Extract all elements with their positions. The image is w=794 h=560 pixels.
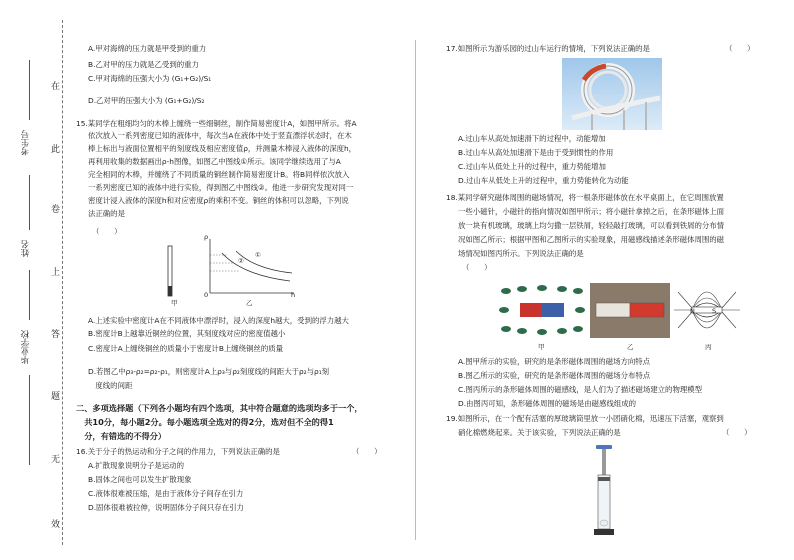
q19-line: 19.如图所示，在一个配有活塞的厚玻璃筒里放一小团硝化棉，迅速压下活塞，观察到 xyxy=(446,414,724,423)
q18-line: 放一块有机玻璃，玻璃上均匀撒一层铁屑，轻轻敲打玻璃，可以看到铁屑的分布情 xyxy=(458,221,725,230)
seal-char: 无 xyxy=(51,455,61,465)
field-underline xyxy=(29,175,30,230)
hydrometer-wire xyxy=(168,286,172,296)
seal-char: 上 xyxy=(51,268,61,278)
q17-option-d: D.过山车从低处上升的过程中，重力势能转化为动能 xyxy=(458,176,629,185)
field-label-name: 姓名 xyxy=(21,240,31,257)
q15-line: 再利用收集的数据画出ρ-h图像，如图乙中图线①所示。该同学继续选用了与A xyxy=(88,157,341,166)
q16-option-d: D.固体很难被拉伸，说明固体分子间只存在引力 xyxy=(88,503,244,512)
q17-option-c: C.过山车从低处上升的过程中，重力势能增加 xyxy=(458,162,606,171)
field-underline xyxy=(29,270,30,320)
q17-answer-paren: （ ） xyxy=(725,44,755,53)
seal-line xyxy=(62,20,63,545)
q16-option-a: A.扩散现象说明分子是运动的 xyxy=(88,461,184,470)
seal-char: 在 xyxy=(51,82,61,92)
magnet-red-half xyxy=(520,303,542,317)
field-label-exam-number: 考生号 xyxy=(21,130,31,156)
q19-line: 硝化棉燃烧起来。关于该实验，下列说法正确的是 xyxy=(458,428,621,437)
section-2-heading: 分，有错选的不得分） xyxy=(76,431,167,441)
q14-option-b: B.乙对甲的压力就是乙受到的重力 xyxy=(88,60,199,69)
compass-needle xyxy=(557,328,567,334)
q15-option-d-cont: 度线的间距 xyxy=(88,381,133,390)
q15-line: 依次放入一系列密度已知的液体中，每次当A在液体中处于竖直漂浮状态时，在木 xyxy=(88,131,352,140)
compass-needle xyxy=(557,286,567,292)
nitrocellulose xyxy=(600,520,608,526)
q15-line: 密度计浸入液体的深度h和对应密度ρ的乘积不变。铜丝的体积可以忽略，下列说 xyxy=(88,196,349,205)
graph-curve-2 xyxy=(236,251,292,273)
field-line xyxy=(722,292,736,308)
compass-needle xyxy=(537,329,547,335)
compass-needle xyxy=(517,328,527,334)
fig-label-yi: 乙 xyxy=(246,299,253,307)
q15-option-c: C.密度计A上缠绕铜丝的质量小于密度计B上缠绕铜丝的质量 xyxy=(88,344,284,353)
q15-line: 一系列密度已知的液体中进行实验，得到图乙中图线②。他进一步研究发现对同一 xyxy=(88,183,354,192)
compass-needle xyxy=(499,307,509,313)
q15-line: 完全相同的木棒，并缠绕了不同质量的铜丝制作简易密度计B。将B同样依次放入 xyxy=(88,170,350,179)
fig-label-jia: 甲 xyxy=(171,299,178,307)
q18-option-a: A.图甲所示的实验，研究的是条形磁体周围的磁场方向特点 xyxy=(458,357,651,366)
graph-axis-h: h xyxy=(291,291,296,299)
q16-option-b: B.固体之间也可以发生扩散现象 xyxy=(88,475,192,484)
q17-stem: 17.如图所示为游乐园的过山车运行的情境，下列说法正确的是 xyxy=(446,44,650,53)
graph-axis-rho: ρ xyxy=(204,233,209,241)
q18-option-d: D.由图丙可知，条形磁体周围的磁场是由磁感线组成的 xyxy=(458,399,637,408)
compass-needle xyxy=(573,326,583,332)
q15-option-d: D.若图乙中ρ₃-ρ₂=ρ₂-ρ₁，则密度计A上ρ₃与ρ₂刻度线的间距大于ρ₂与ρ₁刻 xyxy=(88,367,330,376)
graph-curve-2-label: ② xyxy=(238,257,244,265)
field-label-school: 毕业学校 xyxy=(21,330,31,364)
seal-char: 题 xyxy=(51,392,61,402)
column-divider xyxy=(415,40,416,540)
piston-head xyxy=(598,477,610,481)
q18-answer-paren: （ ） xyxy=(462,263,492,272)
q18-line: 一些小磁针，小磁针的指向情况如图甲所示；将小磁针拿掉之后，在条形磁体上面 xyxy=(458,207,725,216)
fig18-label-jia: 甲 xyxy=(538,343,545,351)
q17-option-a: A.过山车从高处加速滑下的过程中，动能增加 xyxy=(458,134,606,143)
field-magnet-n: N xyxy=(690,307,695,315)
field-magnet-s: S xyxy=(712,307,717,315)
q14-option-a: A.甲对海绵的压力就是甲受到的重力 xyxy=(88,44,207,53)
figure-compass-magnet xyxy=(498,283,586,338)
q15-answer-paren: （ ） xyxy=(92,227,122,236)
glass-bar-left xyxy=(596,303,630,317)
magnet-blue-half xyxy=(542,303,564,317)
field-underline xyxy=(29,375,30,465)
q15-option-b: B.密度计B上越靠近铜丝的位置，其刻度线对应的密度值越小 xyxy=(88,329,286,338)
seal-char: 答 xyxy=(51,330,61,340)
q17-option-b: B.过山车从高处加速滑下是由于受到惯性的作用 xyxy=(458,148,614,157)
graph-origin: 0 xyxy=(204,291,209,299)
q15-line: 法正确的是 xyxy=(88,209,125,218)
seal-margin xyxy=(0,0,70,560)
tube-base xyxy=(594,529,614,535)
q18-line: 场情况如图丙所示。下列说法正确的是 xyxy=(458,249,584,258)
compass-needle xyxy=(501,326,511,332)
q18-line: 况如图乙所示；根据甲图和乙图所示的实验现象，用磁感线描述条形磁体周围的磁 xyxy=(458,235,725,244)
graph-curve-1-label: ① xyxy=(255,251,261,259)
q15-line: 15.某同学在粗细均匀的木棒上缠绕一些细铜丝，制作简易密度计A，如图甲所示。将A xyxy=(76,119,357,128)
q18-option-c: C.图丙所示的条形磁体周围的磁感线，是人们为了描述磁场建立的物理模型 xyxy=(458,385,703,394)
compass-needle xyxy=(517,286,527,292)
figure-piston-tube xyxy=(590,443,618,538)
seal-char: 此 xyxy=(51,145,61,155)
section-2-heading: 二、多项选择题（下列各小题均有四个选项，其中符合题意的选项均多于一个， xyxy=(76,403,363,413)
q18-line: 18.某同学研究磁体周围的磁场情况，将一根条形磁体放在水平桌面上，在它周围放置 xyxy=(446,193,724,202)
section-2-heading: 共10分，每小题2分。每小题选项全选对的得2分，选对但不全的得1 xyxy=(76,417,334,427)
roller-coaster-photo xyxy=(562,58,662,130)
q19-answer-paren: （ ） xyxy=(722,428,752,437)
figure-rho-h-graph xyxy=(202,235,302,300)
q16-stem: 16.关于分子的热运动和分子之间的作用力，下列说法正确的是 xyxy=(76,447,280,456)
field-underline xyxy=(29,60,30,120)
glass-bar-right xyxy=(630,303,664,317)
seal-char: 卷 xyxy=(51,205,61,215)
q14-option-d: D.乙对甲的压强大小为 (G₁+G₂)/S₂ xyxy=(88,96,205,105)
field-magnet-bar xyxy=(692,307,722,313)
plunger-rod xyxy=(602,449,606,477)
field-line xyxy=(722,312,736,328)
compass-needle xyxy=(501,288,511,294)
compass-needle xyxy=(573,288,583,294)
q16-option-c: C.液体很难被压缩，是由于液体分子间存在引力 xyxy=(88,489,244,498)
figure-iron-filings xyxy=(590,283,670,338)
q16-answer-paren: （ ） xyxy=(352,447,382,456)
fig18-label-bing: 丙 xyxy=(705,343,712,351)
q15-line: 棒上标出与液面位置相平的刻度线及相应密度值ρ，并测量木棒浸入液体的深度h， xyxy=(88,144,357,153)
q18-option-b: B.图乙所示的实验，研究的是条形磁体周围的磁场分布特点 xyxy=(458,371,651,380)
fig18-label-yi: 乙 xyxy=(627,343,634,351)
q14-option-c: C.甲对海绵的压强大小为 (G₁+G₂)/S₁ xyxy=(88,74,212,83)
figure-field-lines xyxy=(672,280,742,340)
seal-char: 效 xyxy=(51,520,61,530)
q15-option-a: A.上述实验中密度计A在不同液体中漂浮时，浸入的深度h越大，受到的浮力越大 xyxy=(88,316,349,325)
compass-needle xyxy=(575,307,585,313)
plunger-handle xyxy=(596,445,612,449)
compass-needle xyxy=(537,285,547,291)
